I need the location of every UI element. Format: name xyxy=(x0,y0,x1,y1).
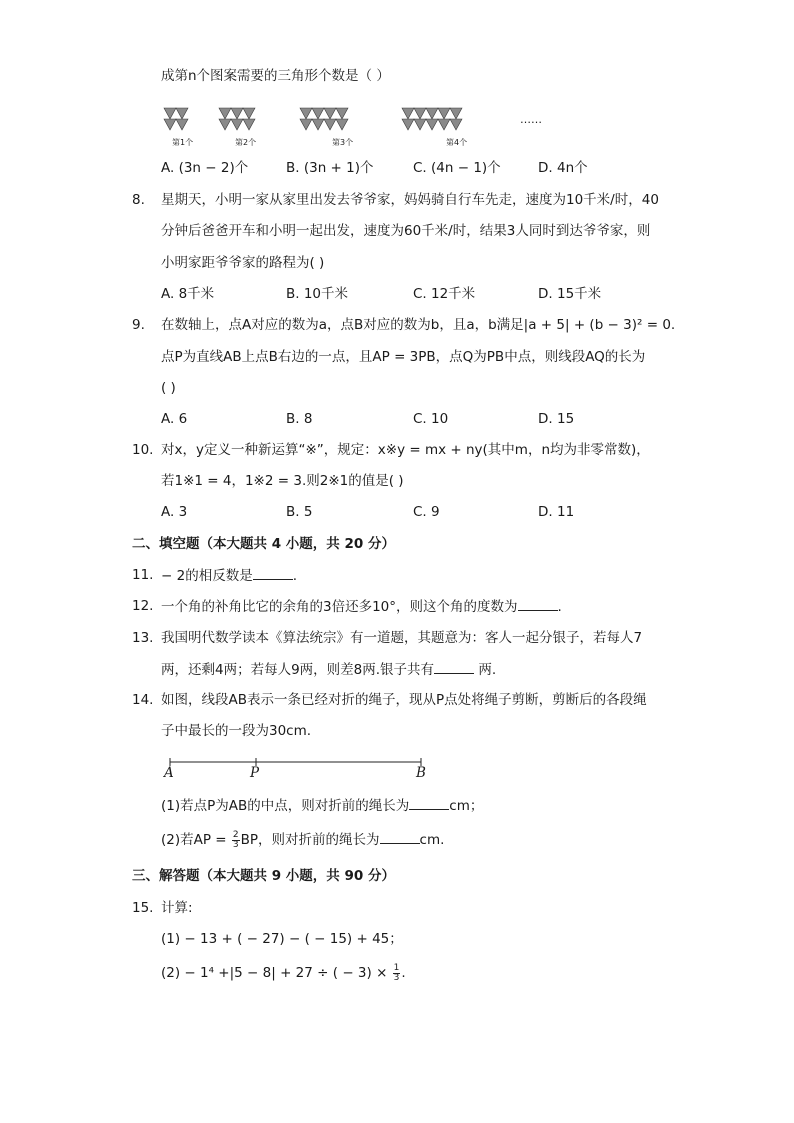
q9-line-1: 在数轴上，点A对应的数为a，点B对应的数为b，且a，b满足|a + 5| + (b − 3)² = 0. xyxy=(161,317,676,333)
q7-option-a: A. (3n − 2)个 xyxy=(161,160,249,176)
figure-ellipsis: …… xyxy=(520,113,542,126)
q10-line-2: 若1※1 = 4，1※2 = 3.则2※1的值是( ) xyxy=(161,473,404,489)
point-label-a: A xyxy=(164,765,174,781)
q9-option-b: B. 8 xyxy=(286,411,313,427)
q14-fraction: $\frac{2}{3}$ xyxy=(232,829,239,850)
q14-line-2: 子中最长的一段为30cm. xyxy=(161,723,312,739)
q12-number: 12. xyxy=(132,598,154,614)
q9-option-d: D. 15 xyxy=(538,411,575,427)
q10-option-c: C. 9 xyxy=(413,504,440,520)
q10-option-a: A. 3 xyxy=(161,504,188,520)
q14-sub1-blank[interactable] xyxy=(409,795,449,810)
q10-option-b: B. 5 xyxy=(286,504,313,520)
figure-label-2: 第2个 xyxy=(235,138,257,147)
q8-option-c: C. 12千米 xyxy=(413,286,476,302)
q8-number: 8. xyxy=(132,192,145,208)
q8-option-b: B. 10千米 xyxy=(286,286,349,302)
point-label-b: B xyxy=(416,765,426,781)
q9-option-a: A. 6 xyxy=(161,411,188,427)
q8-option-d: D. 15千米 xyxy=(538,286,602,302)
q14-number: 14. xyxy=(132,692,154,708)
q10-line-1: 对x，y定义一种新运算“※”，规定：x※y = mx + ny(其中m，n均为非零常数)， xyxy=(161,442,650,458)
q15-number: 15. xyxy=(132,900,154,916)
q11-text: − 2的相反数是 . xyxy=(161,565,297,586)
q9-number: 9. xyxy=(132,317,145,333)
section-2-title: 二、填空题（本大题共 4 小题，共 20 分） xyxy=(132,536,395,552)
q15-sub-2: (2) − 1⁴ +|5 − 8| + 27 ÷ ( − 3) × $\frac{1}{3}$ . xyxy=(161,962,406,983)
q15-sub-1: (1) − 13 + ( − 27) − ( − 15) + 45； xyxy=(161,931,403,947)
q14-line-1: 如图，线段AB表示一条已经对折的绳子，现从P点处将绳子剪断，剪断后的各段绳 xyxy=(161,692,647,708)
q8-option-a: A. 8千米 xyxy=(161,286,215,302)
q7-option-b: B. (3n + 1)个 xyxy=(286,160,374,176)
figure-label-1: 第1个 xyxy=(172,138,194,147)
q7-option-d: D. 4n个 xyxy=(538,160,588,176)
q8-line-2: 分钟后爸爸开车和小明一起出发，速度为60千米/时，结果3人同时到达爷爷家，则 xyxy=(161,223,651,239)
point-label-p: P xyxy=(250,765,260,781)
q12-text: 一个角的补角比它的余角的3倍还多10°，则这个角的度数为 . xyxy=(161,596,562,617)
q7-option-c: C. (4n − 1)个 xyxy=(413,160,501,176)
q8-line-3: 小明家距爷爷家的路程为( ) xyxy=(161,255,325,271)
q15-fraction: $\frac{1}{3}$ xyxy=(393,962,400,983)
q13-line-1: 我国明代数学读本《算法统宗》有一道题，其题意为：客人一起分银子，若每人7 xyxy=(161,630,643,646)
q8-line-1: 星期天，小明一家从家里出发去爷爷家，妈妈骑自行车先走，速度为10千米/时，40 xyxy=(161,192,659,208)
figure-label-3: 第3个 xyxy=(332,138,354,147)
q14-sub-2: (2)若AP = $\frac{2}{3}$ BP，则对折前的绳长为 cm. xyxy=(161,829,445,850)
figure-label-4: 第4个 xyxy=(446,138,468,147)
q11-number: 11. xyxy=(132,567,154,583)
q10-option-d: D. 11 xyxy=(538,504,575,520)
q13-line-2: 两，还剩4两；若每人9两，则差8两.银子共有 两. xyxy=(161,659,496,680)
q14-sub-1: (1)若点P为AB的中点，则对折前的绳长为 cm； xyxy=(161,795,483,816)
q9-option-c: C. 10 xyxy=(413,411,449,427)
q10-number: 10. xyxy=(132,442,154,458)
q7-stem: 成第n个图案需要的三角形个数是（ ） xyxy=(161,68,390,84)
q13-number: 13. xyxy=(132,630,154,646)
section-3-title: 三、解答题（本大题共 9 小题，共 90 分） xyxy=(132,868,395,884)
q9-line-2: 点P为直线AB上点B右边的一点，且AP = 3PB，点Q为PB中点，则线段AQ的长为 xyxy=(161,349,646,365)
q15-title: 计算: xyxy=(161,900,193,916)
q9-line-3: ( ) xyxy=(161,380,176,396)
q14-sub2-blank[interactable] xyxy=(380,829,420,844)
